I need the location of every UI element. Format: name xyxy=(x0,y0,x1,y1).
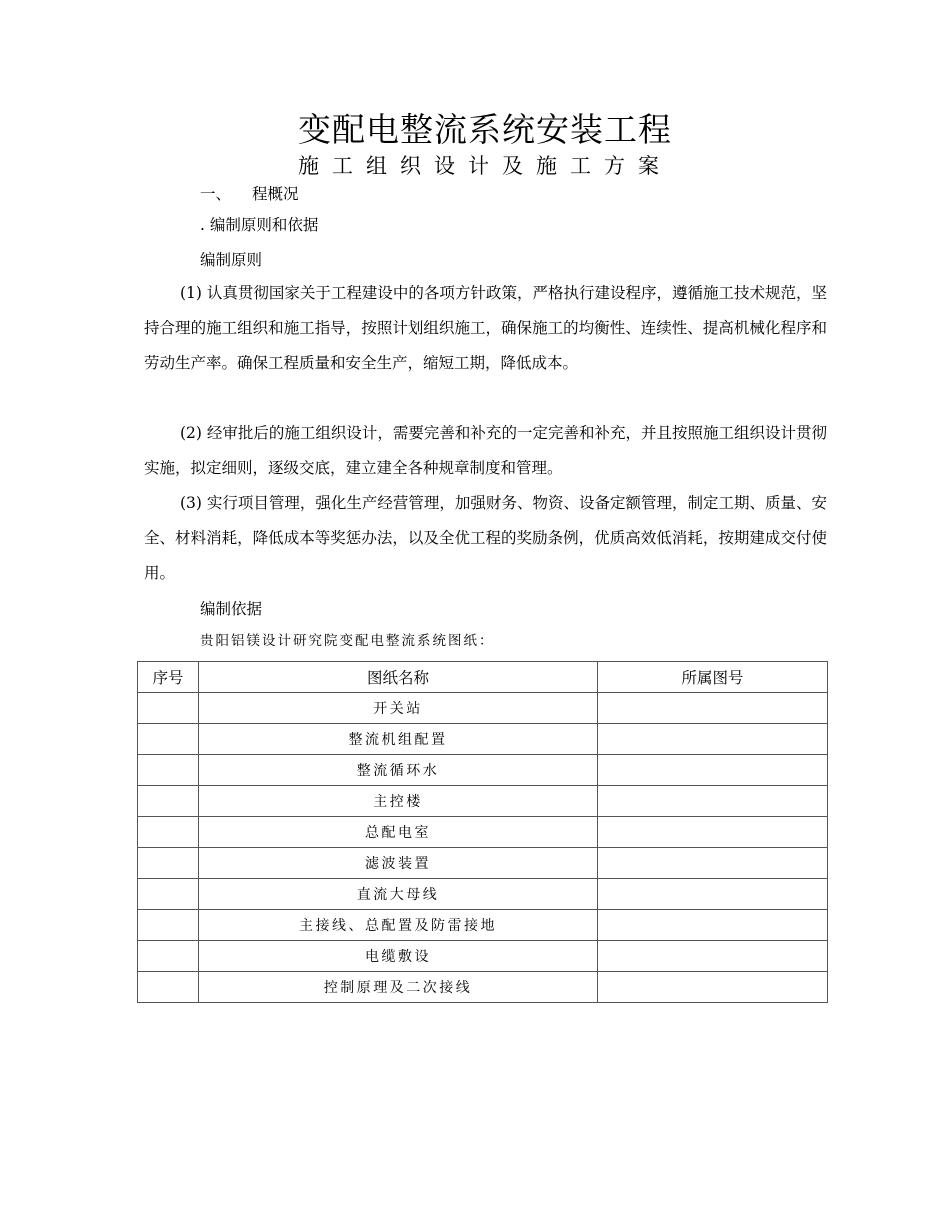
cell-drawing-name: 整流机组配置 xyxy=(199,724,598,755)
basis-heading: 编制依据 xyxy=(200,600,263,618)
section-number: 一、 xyxy=(200,185,232,203)
header-drawing-number: 所属图号 xyxy=(598,662,828,693)
cell-drawing-number xyxy=(598,848,828,879)
document-subtitle: 施工组织设计及施工方案 xyxy=(298,154,672,178)
cell-drawing-number xyxy=(598,972,828,1003)
cell-drawing-name: 直流大母线 xyxy=(199,879,598,910)
table-row xyxy=(138,786,828,817)
cell-drawing-number xyxy=(598,724,828,755)
cell-drawing-number xyxy=(598,879,828,910)
cell-number xyxy=(138,879,199,910)
header-number: 序号 xyxy=(138,662,199,693)
cell-drawing-name: 主接线、总配置及防雷接地 xyxy=(199,910,598,941)
cell-drawing-name: 整流循环水 xyxy=(199,755,598,786)
cell-number xyxy=(138,817,199,848)
cell-number xyxy=(138,755,199,786)
document-title: 变配电整流系统安装工程 xyxy=(298,110,672,149)
header-drawing-name: 图纸名称 xyxy=(199,662,598,693)
table-row xyxy=(138,848,828,879)
table-row xyxy=(138,972,828,1003)
cell-drawing-number xyxy=(598,817,828,848)
cell-number xyxy=(138,693,199,724)
section-title: 程概况 xyxy=(252,185,299,203)
cell-drawing-number xyxy=(598,786,828,817)
cell-drawing-name: 控制原理及二次接线 xyxy=(199,972,598,1003)
paragraph-1: (1) 认真贯彻国家关于工程建设中的各项方针政策，严格执行建设程序，遵循施工技术规范，坚持合理的施工组织和施工指导，按照计划组织施工，确保施工的均衡性、连续性、提高机械化程序和劳动生产率。确保工程质量和安全生产，缩短工期，降低成本。 xyxy=(144,284,827,372)
drawings-table xyxy=(137,661,828,1003)
section-heading-1 xyxy=(200,182,299,206)
table-row xyxy=(138,910,828,941)
cell-drawing-number xyxy=(598,693,828,724)
principles-heading: 编制原则 xyxy=(200,251,263,269)
table-row xyxy=(138,755,828,786)
table-row xyxy=(138,941,828,972)
table-row xyxy=(138,817,828,848)
cell-number xyxy=(138,910,199,941)
table-row xyxy=(138,879,828,910)
table-caption: 贵阳铝镁设计研究院变配电整流系统图纸： xyxy=(200,633,495,649)
cell-drawing-name: 开关站 xyxy=(199,693,598,724)
cell-number xyxy=(138,848,199,879)
cell-drawing-name: 总配电室 xyxy=(199,817,598,848)
cell-number xyxy=(138,724,199,755)
paragraph-3: (3) 实行项目管理，强化生产经营管理，加强财务、物资、设备定额管理，制定工期、质量、安全、材料消耗，降低成本等奖惩办法，以及全优工程的奖励条例，优质高效低消耗，按期建成交付使用。 xyxy=(144,494,827,582)
cell-drawing-number xyxy=(598,910,828,941)
subsection-heading: . 编制原则和依据 xyxy=(200,216,319,234)
cell-drawing-name: 电缆敷设 xyxy=(199,941,598,972)
cell-drawing-name: 主控楼 xyxy=(199,786,598,817)
cell-drawing-name: 滤波装置 xyxy=(199,848,598,879)
table-row xyxy=(138,724,828,755)
table-header-row xyxy=(138,662,828,693)
cell-number xyxy=(138,786,199,817)
paragraph-2: (2) 经审批后的施工组织设计，需要完善和补充的一定完善和补充，并且按照施工组织设计贯彻实施，拟定细则，逐级交底，建立建全各种规章制度和管理。 xyxy=(144,424,827,477)
cell-drawing-number xyxy=(598,941,828,972)
cell-drawing-number xyxy=(598,755,828,786)
table-row xyxy=(138,693,828,724)
cell-number xyxy=(138,972,199,1003)
cell-number xyxy=(138,941,199,972)
